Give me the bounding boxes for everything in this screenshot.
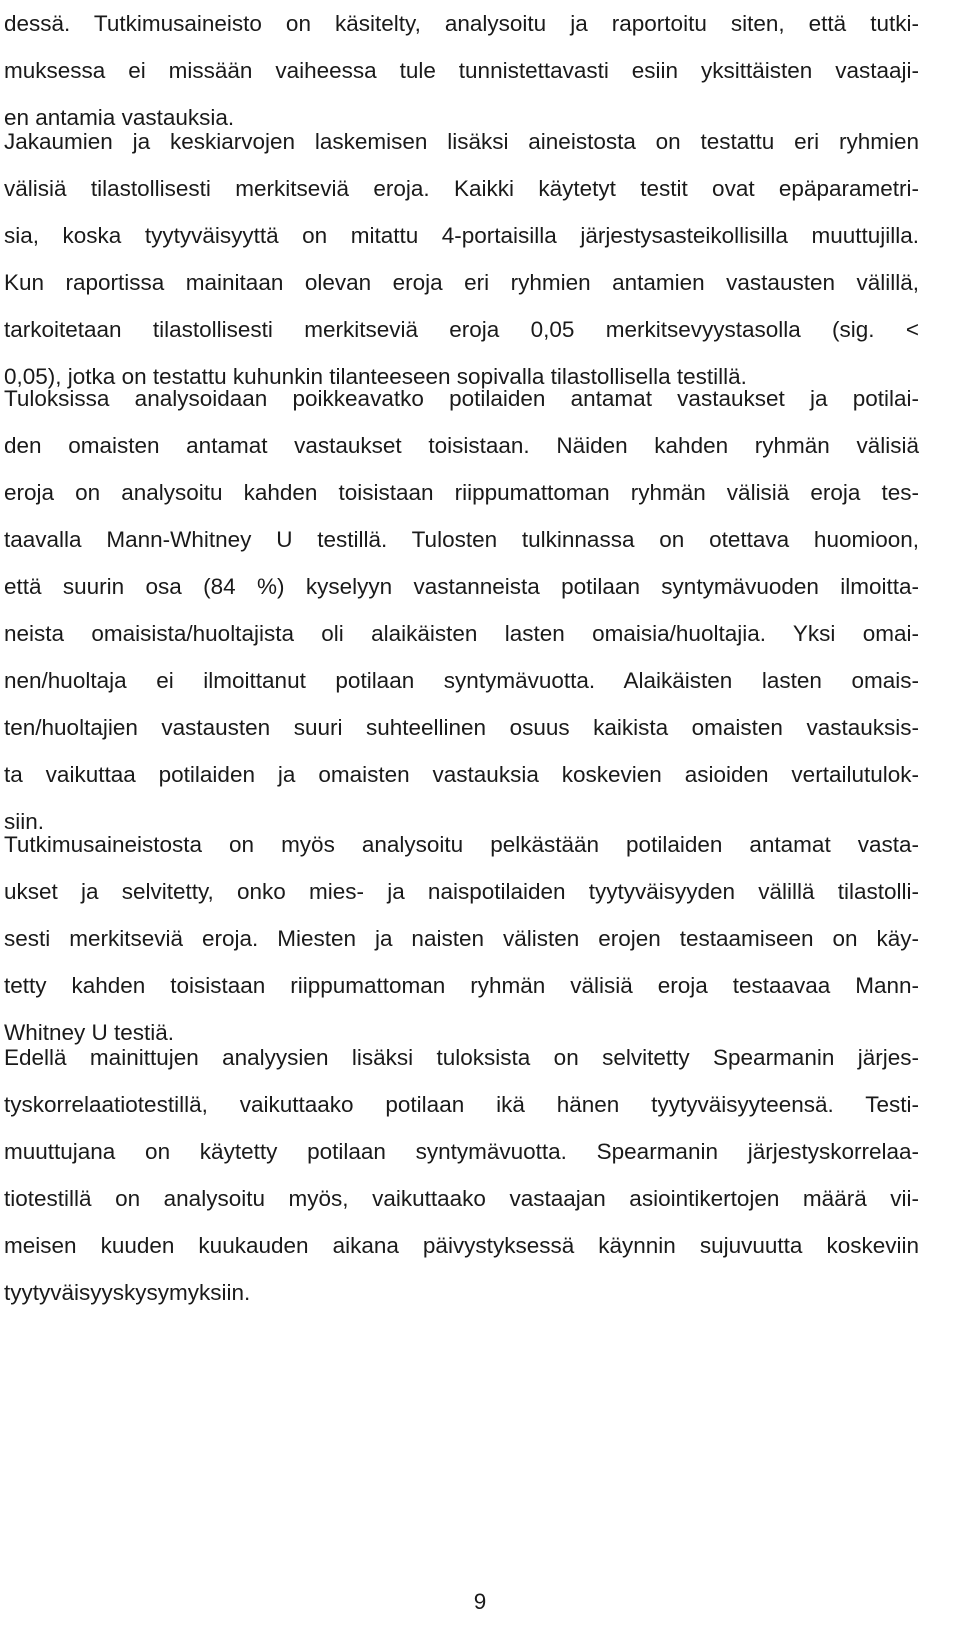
paragraph-4 bbox=[4, 821, 919, 1056]
text-line: Whitney U testiä. bbox=[4, 1020, 175, 1045]
paragraph-2 bbox=[4, 118, 919, 400]
text-line: Kun raportissa mainitaan olevan eroja eri ryhmien antamien vastausten välillä, bbox=[4, 270, 919, 295]
text-line: den omaisten antamat vastaukset toisistaan. Näiden kahden ryhmän välisiä bbox=[4, 433, 919, 458]
text-line: tyskorrelaatiotestillä, vaikuttaako potilaan ikä hänen tyytyväisyyteensä. Testi- bbox=[4, 1092, 919, 1117]
text-line: 0,05), jotka on testattu kuhunkin tilanteeseen sopivalla tilastollisella testillä. bbox=[4, 364, 747, 389]
text-line: Jakaumien ja keskiarvojen laskemisen lisäksi aineistosta on testattu eri ryhmien bbox=[4, 129, 919, 154]
paragraph-3 bbox=[4, 375, 919, 845]
page-number: 9 bbox=[473, 1589, 487, 1614]
text-line: eroja on analysoitu kahden toisistaan riippumattoman ryhmän välisiä eroja tes- bbox=[4, 480, 919, 505]
text-line: nen/huoltaja ei ilmoittanut potilaan syntymävuotta. Alaikäisten lasten omais- bbox=[4, 668, 919, 693]
text-line: taavalla Mann-Whitney U testillä. Tulosten tulkinnassa on otettava huomioon, bbox=[4, 527, 919, 552]
text-line: välisiä tilastollisesti merkitseviä eroja. Kaikki käytetyt testit ovat epäparametri- bbox=[4, 176, 919, 201]
text-line: meisen kuuden kuukauden aikana päivystyksessä käynnin sujuvuutta koskeviin bbox=[4, 1233, 919, 1258]
text-line: että suurin osa (84 %) kyselyyn vastanneista potilaan syntymävuoden ilmoitta- bbox=[4, 574, 919, 599]
text-line: muksessa ei missään vaiheessa tule tunnistettavasti esiin yksittäisten vastaaji- bbox=[4, 58, 919, 83]
text-line: ta vaikuttaa potilaiden ja omaisten vastauksia koskevien asioiden vertailutulok- bbox=[4, 762, 919, 787]
text-line: neista omaisista/huoltajista oli alaikäisten lasten omaisia/huoltajia. Yksi omai- bbox=[4, 621, 919, 646]
text-line: ten/huoltajien vastausten suuri suhteellinen osuus kaikista omaisten vastauksis- bbox=[4, 715, 919, 740]
text-line: muuttujana on käytetty potilaan syntymävuotta. Spearmanin järjestyskorrelaa- bbox=[4, 1139, 919, 1164]
text-line: tiotestillä on analysoitu myös, vaikuttaako vastaajan asiointikertojen määrä vii- bbox=[4, 1186, 919, 1211]
text-line: siin. bbox=[4, 809, 45, 834]
text-line: tarkoitetaan tilastollisesti merkitseviä eroja 0,05 merkitsevyystasolla (sig. < bbox=[4, 317, 919, 342]
text-line: ukset ja selvitetty, onko mies- ja naispotilaiden tyytyväisyyden välillä tilastolli- bbox=[4, 879, 919, 904]
paragraph-5 bbox=[4, 1034, 919, 1316]
text-line: tyytyväisyyskysymyksiin. bbox=[4, 1280, 251, 1305]
text-line: en antamia vastauksia. bbox=[4, 105, 235, 130]
text-line: Edellä mainittujen analyysien lisäksi tuloksista on selvitetty Spearmanin järjes- bbox=[4, 1045, 919, 1070]
text-line: tetty kahden toisistaan riippumattoman ryhmän välisiä eroja testaavaa Mann- bbox=[4, 973, 919, 998]
text-line: Tuloksissa analysoidaan poikkeavatko potilaiden antamat vastaukset ja potilai- bbox=[4, 386, 919, 411]
text-line: sesti merkitseviä eroja. Miesten ja naisten välisten erojen testaamiseen on käy- bbox=[4, 926, 919, 951]
text-line: dessä. Tutkimusaineisto on käsitelty, analysoitu ja raportoitu siten, että tutki- bbox=[4, 11, 919, 36]
text-line: Tutkimusaineistosta on myös analysoitu pelkästään potilaiden antamat vasta- bbox=[4, 832, 919, 857]
text-line: sia, koska tyytyväisyyttä on mitattu 4-portaisilla järjestysasteikollisilla muuttujilla. bbox=[4, 223, 919, 248]
